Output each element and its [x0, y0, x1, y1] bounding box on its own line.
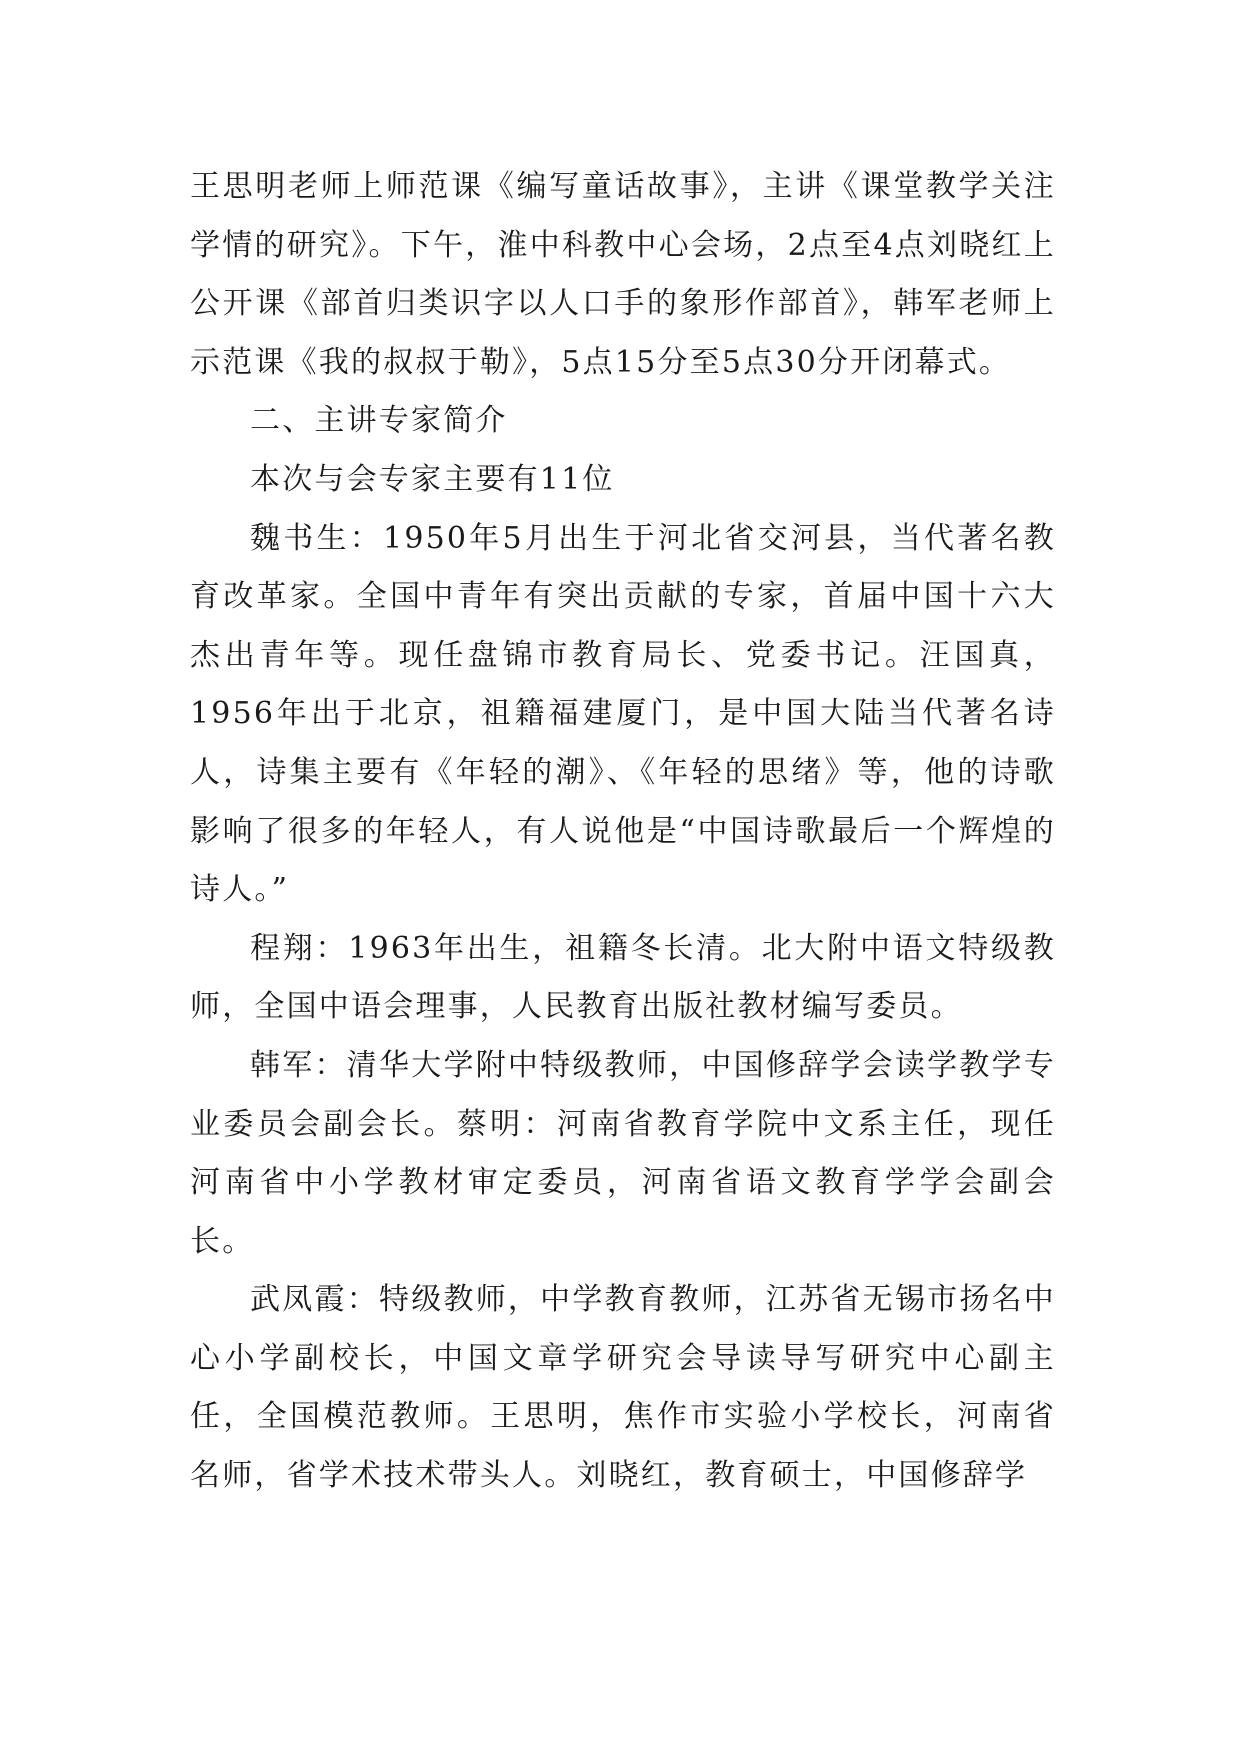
paragraph-han-jun: 韩军：清华大学附中特级教师，中国修辞学会读学教学专业委员会副会长。蔡明：河南省教育学院中文系主任，现任河南省中小学教材审定委员，河南省语文教育学学会副会长。 [190, 1047, 1056, 1259]
paragraph-cheng-xiang: 程翔：1963年出生，祖籍冬长清。北大附中语文特级教师，全国中语会理事，人民教育出版社教材编写委员。 [190, 930, 1056, 1025]
paragraph-wu-fengxia: 武凤霞：特级教师，中学教育教师，江苏省无锡市扬名中心小学副校长，中国文章学研究会导读导写研究中心副主任，全国模范教师。王思明，焦作市实验小学校长，河南省名师，省学术技术带头人。刘晓红，教育硕士，中国修辞学 [190, 1282, 1056, 1494]
document-body [190, 158, 1056, 1506]
section-heading-experts: 二、主讲专家简介 [250, 403, 508, 439]
paragraph-wei-shusheng: 魏书生：1950年5月出生于河北省交河县，当代著名教育改革家。全国中青年有突出贡献的专家，首届中国十六大杰出青年等。现任盘锦市教育局长、党委书记。汪国真，1956年出于北京，祖籍福建厦门，是中国大陆当代著名诗人，诗集主要有《年轻的潮》、《年轻的思绪》等，他的诗歌影响了很多的年轻人，有人说他是“中国诗歌最后一个辉煌的诗人。” [190, 520, 1056, 908]
paragraph-schedule-continued: 王思明老师上师范课《编写童话故事》，主讲《课堂教学关注学情的研究》。下午，淮中科教中心会场，2点至4点刘晓红上公开课《部首归类识字以人口手的象形作部首》，韩军老师上示范课《我的叔叔于勒》，5点15分至5点30分开闭幕式。 [190, 169, 1056, 380]
paragraph-expert-count: 本次与会专家主要有11位 [250, 461, 615, 497]
